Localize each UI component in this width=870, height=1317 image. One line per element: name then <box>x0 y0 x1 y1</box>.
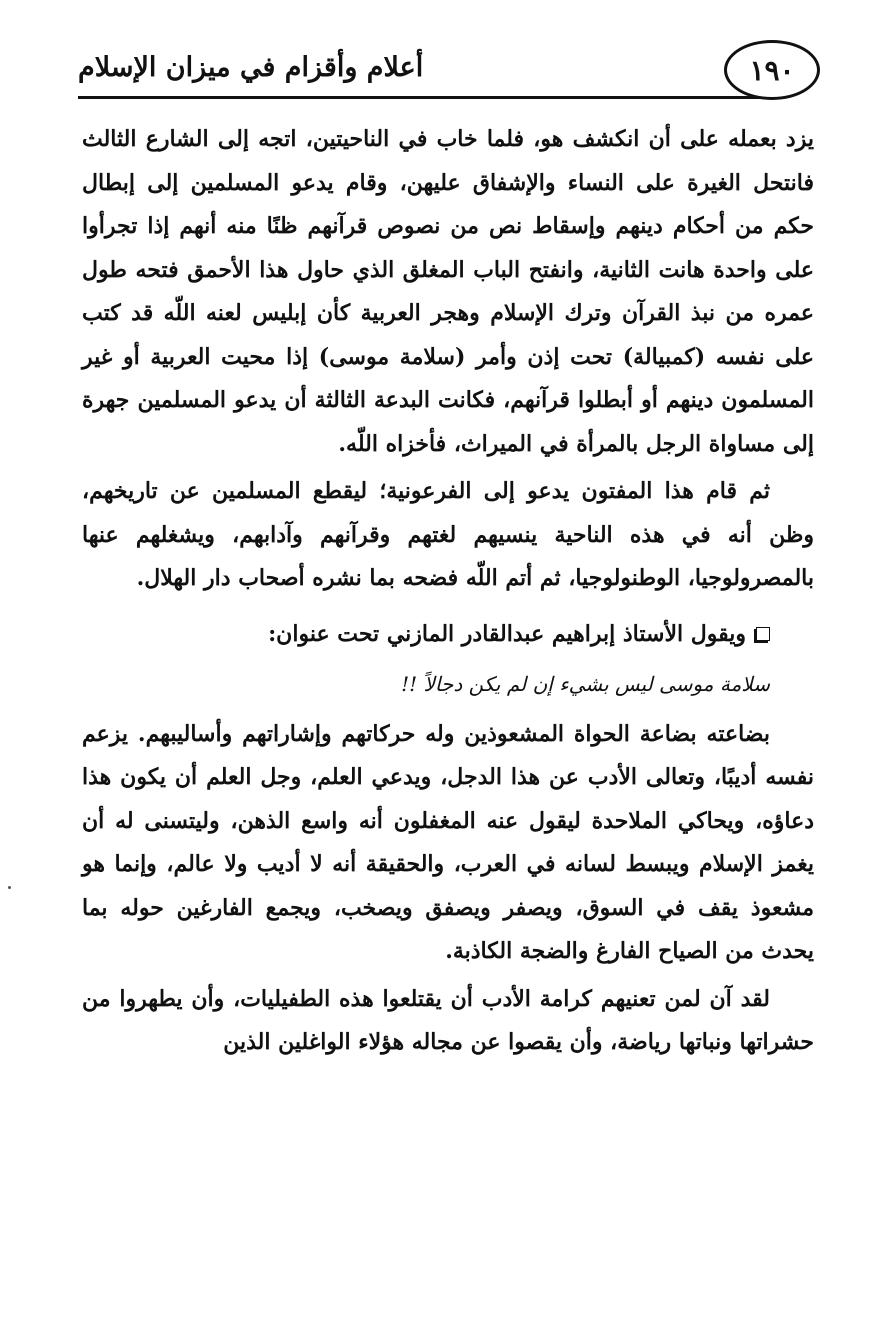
header-rule <box>78 96 772 99</box>
paragraph: يزد بعمله على أن انكشف هو، فلما خاب في الناحيتين، اتجه إلى الشارع الثالث فانتحل الغيرة على النساء والإشفاق عليهن، وقام يدعو المسلمين إلى إبطال حكم من أحكام دينهم وإسقاط نص من نصوص قرآنهم ظنًا منه أنهم إذا تجرأوا على واحدة هانت الثانية، وانفتح الباب المغلق الذي حاول هذا الأحمق فتحه طول عمره من نبذ القرآن وترك الإسلام وهجر العربية كأن إبليس لعنه اللّه قد كتب على نفسه (كمبيالة) تحت إذن وأمر (سلامة موسى) إذا محيت العربية أو غير المسلمون دينهم أو أبطلوا قرآنهم، فكانت البدعة الثالثة أن يدعو المسلمين جهرة إلى مساواة الرجل بالمرأة في الميراث، فأخزاه اللّه. <box>82 126 814 457</box>
body-text <box>82 118 814 1065</box>
square-bullet-icon <box>756 627 770 641</box>
page-number: ١٩٠ <box>724 40 820 100</box>
scan-speck <box>8 886 11 889</box>
paragraph: بضاعته بضاعة الحواة المشعوذين وله حركاتهم وإشاراتهم وأساليبهم. يزعم نفسه أديبًا، وتعالى الأدب عن هذا الدجل، ويدعي العلم، وجل العلم أن يكون هذا دعاؤه، ويحاكي الملاحدة ليقول عنه المغفلون أنه واسع الذهن، وليتسنى له أن يغمز الإسلام ويبسط لسانه في العرب، والحقيقة أنه لا أديب ولا عالم، وإنما هو مشعوذ يقف في السوق، ويصفر ويصفق ويصخب، ويجمع الفارغين حوله بما يحدث من الصياح الفارغ والضجة الكاذبة. <box>82 720 814 964</box>
running-header <box>78 38 820 108</box>
paragraph: ثم قام هذا المفتون يدعو إلى الفرعونية؛ ليقطع المسلمين عن تاريخهم، وظن أنه في هذه الناحية ينسيهم لغتهم وقرآنهم وآدابهم، ويشغلهم عنها بالمصرولوجيا، الوطنولوجيا، ثم أتم اللّه فضحه بما نشره أصحاب دار الهلال. <box>82 478 814 591</box>
quote-intro-text: ويقول الأستاذ إبراهيم عبدالقادر المازني تحت عنوان: <box>268 620 746 647</box>
running-header-title: أعلام وأقزام في ميزان الإسلام <box>78 52 424 83</box>
quote-title: سلامة موسى ليس بشيء إن لم يكن دجالاً !! <box>401 671 770 696</box>
paragraph: لقد آن لمن تعنيهم كرامة الأدب أن يقتلعوا هذه الطفيليات، وأن يطهروا من حشراتها ونباتها رياضة، وأن يقصوا عن مجاله هؤلاء الواغلين الذين <box>82 985 814 1055</box>
quote-intro <box>82 609 814 659</box>
